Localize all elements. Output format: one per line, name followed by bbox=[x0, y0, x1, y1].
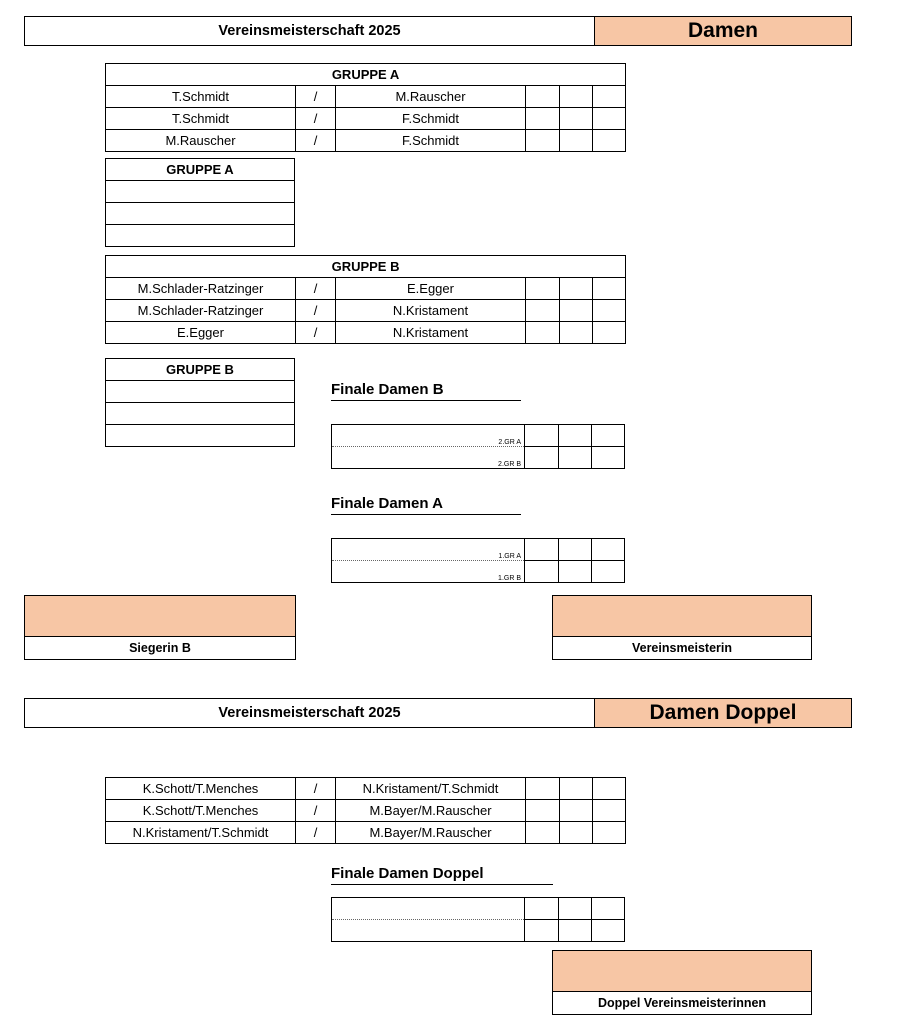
finale-b-score-2[interactable] bbox=[559, 447, 592, 469]
table-row bbox=[106, 86, 626, 108]
match-score-2[interactable] bbox=[560, 278, 593, 300]
table-row bbox=[106, 181, 295, 203]
finale-damen-a-table bbox=[331, 538, 625, 583]
finale-doppel-slot-top bbox=[332, 898, 525, 920]
gruppe-a-header: GRUPPE A bbox=[106, 64, 626, 86]
match-separator: / bbox=[296, 822, 336, 844]
table-row-header bbox=[106, 159, 295, 181]
finale-b-score-3[interactable] bbox=[592, 425, 625, 447]
match-player1: T.Schmidt bbox=[106, 86, 296, 108]
table-row bbox=[106, 403, 295, 425]
doppel-vereinsmeisterinnen-box bbox=[552, 950, 812, 1015]
match-score-1[interactable] bbox=[526, 800, 560, 822]
match-player1: K.Schott/T.Menches bbox=[106, 778, 296, 800]
table-row bbox=[106, 278, 626, 300]
title-singles-left: Vereinsmeisterschaft 2025 bbox=[25, 17, 595, 45]
gruppe-a-standings-table bbox=[105, 158, 295, 247]
gruppe-b-header: GRUPPE B bbox=[106, 256, 626, 278]
match-player1: M.Rauscher bbox=[106, 130, 296, 152]
finale-doppel-table bbox=[331, 897, 625, 942]
finale-doppel-score-3[interactable] bbox=[592, 920, 625, 942]
match-score-2[interactable] bbox=[560, 108, 593, 130]
table-row bbox=[106, 322, 626, 344]
match-score-2[interactable] bbox=[560, 86, 593, 108]
finale-b-score-3[interactable] bbox=[592, 447, 625, 469]
finale-a-score-1[interactable] bbox=[525, 561, 559, 583]
match-score-1[interactable] bbox=[526, 778, 560, 800]
finale-damen-b-table bbox=[331, 424, 625, 469]
match-separator: / bbox=[296, 300, 336, 322]
doppel-vereinsmeisterinnen-label: Doppel Vereinsmeisterinnen bbox=[553, 992, 811, 1014]
match-player1: E.Egger bbox=[106, 322, 296, 344]
match-score-2[interactable] bbox=[560, 800, 593, 822]
match-separator: / bbox=[296, 278, 336, 300]
match-player2: M.Rauscher bbox=[336, 86, 526, 108]
standings-cell[interactable] bbox=[106, 225, 295, 247]
match-score-2[interactable] bbox=[560, 300, 593, 322]
match-score-1[interactable] bbox=[526, 300, 560, 322]
table-row bbox=[106, 381, 295, 403]
siegerin-b-value[interactable] bbox=[25, 596, 295, 637]
table-row bbox=[332, 447, 625, 469]
match-separator: / bbox=[296, 108, 336, 130]
match-player2: F.Schmidt bbox=[336, 108, 526, 130]
table-row bbox=[332, 425, 625, 447]
match-player2: M.Bayer/M.Rauscher bbox=[336, 822, 526, 844]
standings-cell[interactable] bbox=[106, 381, 295, 403]
match-score-1[interactable] bbox=[526, 108, 560, 130]
finale-a-score-3[interactable] bbox=[592, 539, 625, 561]
siegerin-b-box bbox=[24, 595, 296, 660]
match-player2: N.Kristament bbox=[336, 300, 526, 322]
finale-doppel-score-1[interactable] bbox=[525, 898, 559, 920]
table-row bbox=[332, 898, 625, 920]
table-row bbox=[332, 539, 625, 561]
table-row bbox=[332, 561, 625, 583]
vereinsmeisterin-label: Vereinsmeisterin bbox=[553, 637, 811, 659]
finale-doppel-score-2[interactable] bbox=[559, 920, 592, 942]
match-player1: K.Schott/T.Menches bbox=[106, 800, 296, 822]
standings-cell[interactable] bbox=[106, 403, 295, 425]
finale-a-score-1[interactable] bbox=[525, 539, 559, 561]
match-score-3[interactable] bbox=[593, 86, 626, 108]
match-player2: N.Kristament bbox=[336, 322, 526, 344]
match-separator: / bbox=[296, 130, 336, 152]
gruppe-b-match-table bbox=[105, 255, 626, 344]
table-row bbox=[106, 108, 626, 130]
table-row bbox=[106, 300, 626, 322]
match-player2: M.Bayer/M.Rauscher bbox=[336, 800, 526, 822]
match-separator: / bbox=[296, 322, 336, 344]
finale-doppel-heading: Finale Damen Doppel bbox=[331, 865, 553, 885]
siegerin-b-label: Siegerin B bbox=[25, 637, 295, 659]
match-score-3[interactable] bbox=[593, 778, 626, 800]
match-score-1[interactable] bbox=[526, 822, 560, 844]
finale-b-slot-top: 2.GR A bbox=[332, 425, 525, 447]
finale-a-score-2[interactable] bbox=[559, 561, 592, 583]
match-player1: N.Kristament/T.Schmidt bbox=[106, 822, 296, 844]
match-score-3[interactable] bbox=[593, 130, 626, 152]
finale-a-score-2[interactable] bbox=[559, 539, 592, 561]
match-separator: / bbox=[296, 800, 336, 822]
table-row bbox=[106, 425, 295, 447]
standings-header: GRUPPE B bbox=[106, 359, 295, 381]
finale-a-slot-bottom: 1.GR B bbox=[332, 561, 525, 583]
vereinsmeisterin-box bbox=[552, 595, 812, 660]
match-player1: T.Schmidt bbox=[106, 108, 296, 130]
vereinsmeisterin-value[interactable] bbox=[553, 596, 811, 637]
match-score-2[interactable] bbox=[560, 822, 593, 844]
finale-doppel-slot-bottom bbox=[332, 920, 525, 942]
table-row-header bbox=[106, 64, 626, 86]
title-bar-doubles bbox=[24, 698, 852, 728]
match-score-1[interactable] bbox=[526, 322, 560, 344]
doppel-vereinsmeisterinnen-value[interactable] bbox=[553, 951, 811, 992]
table-row bbox=[106, 130, 626, 152]
table-row bbox=[106, 800, 626, 822]
standings-cell[interactable] bbox=[106, 425, 295, 447]
finale-b-score-2[interactable] bbox=[559, 425, 592, 447]
match-score-3[interactable] bbox=[593, 278, 626, 300]
match-separator: / bbox=[296, 778, 336, 800]
table-row-header bbox=[106, 256, 626, 278]
title-singles-right: Damen bbox=[595, 17, 851, 45]
match-score-3[interactable] bbox=[593, 800, 626, 822]
table-row bbox=[106, 203, 295, 225]
title-doubles-right: Damen Doppel bbox=[595, 699, 851, 727]
finale-damen-a-heading: Finale Damen A bbox=[331, 495, 521, 515]
match-player1: M.Schlader-Ratzinger bbox=[106, 278, 296, 300]
match-score-1[interactable] bbox=[526, 130, 560, 152]
standings-cell[interactable] bbox=[106, 203, 295, 225]
finale-doppel-score-2[interactable] bbox=[559, 898, 592, 920]
match-player2: E.Egger bbox=[336, 278, 526, 300]
finale-b-score-1[interactable] bbox=[525, 425, 559, 447]
doubles-match-table bbox=[105, 777, 626, 844]
standings-cell[interactable] bbox=[106, 181, 295, 203]
table-row bbox=[106, 822, 626, 844]
match-score-3[interactable] bbox=[593, 322, 626, 344]
table-row-header bbox=[106, 359, 295, 381]
finale-damen-b-heading: Finale Damen B bbox=[331, 381, 521, 401]
match-score-2[interactable] bbox=[560, 130, 593, 152]
gruppe-a-match-table bbox=[105, 63, 626, 152]
match-separator: / bbox=[296, 86, 336, 108]
finale-b-slot-bottom: 2.GR B bbox=[332, 447, 525, 469]
match-player2: N.Kristament/T.Schmidt bbox=[336, 778, 526, 800]
match-score-1[interactable] bbox=[526, 86, 560, 108]
gruppe-b-standings-table bbox=[105, 358, 295, 447]
standings-header: GRUPPE A bbox=[106, 159, 295, 181]
match-score-2[interactable] bbox=[560, 778, 593, 800]
table-row bbox=[106, 778, 626, 800]
finale-b-score-1[interactable] bbox=[525, 447, 559, 469]
match-score-3[interactable] bbox=[593, 822, 626, 844]
finale-doppel-score-1[interactable] bbox=[525, 920, 559, 942]
finale-doppel-score-3[interactable] bbox=[592, 898, 625, 920]
match-player2: F.Schmidt bbox=[336, 130, 526, 152]
match-score-3[interactable] bbox=[593, 300, 626, 322]
match-score-2[interactable] bbox=[560, 322, 593, 344]
match-player1: M.Schlader-Ratzinger bbox=[106, 300, 296, 322]
table-row bbox=[106, 225, 295, 247]
title-bar-singles bbox=[24, 16, 852, 46]
finale-a-slot-top: 1.GR A bbox=[332, 539, 525, 561]
table-row bbox=[332, 920, 625, 942]
match-score-3[interactable] bbox=[593, 108, 626, 130]
match-score-1[interactable] bbox=[526, 278, 560, 300]
title-doubles-left: Vereinsmeisterschaft 2025 bbox=[25, 699, 595, 727]
finale-a-score-3[interactable] bbox=[592, 561, 625, 583]
